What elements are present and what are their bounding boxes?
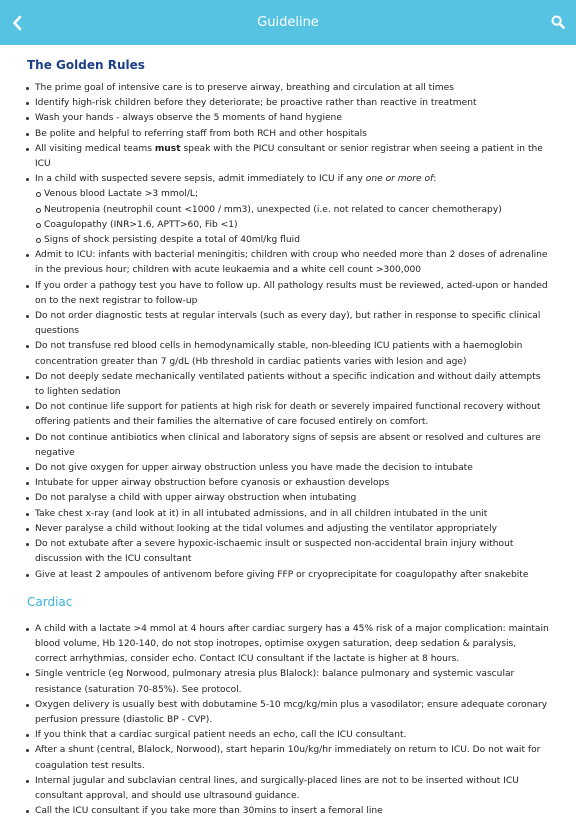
list-item-text: speak with the PICU consultant or senior registrar when seeing a patient in the ICU <box>35 143 543 170</box>
list-item: Internal jugular and subclavian central lines, and surgically-placed lines are not to be inserted without ICU consultant approval, and should use ultrasound guidance. <box>27 774 549 804</box>
search-icon[interactable] <box>548 12 568 32</box>
list-item: Do not paralyse a child with upper airway obstruction when intubating <box>27 491 549 506</box>
list-item <box>27 142 549 172</box>
list-item: Do not transfuse red blood cells in hemodynamically stable, non-bleeding ICU patients with a haemoglobin concentration greater than 7 g/dL (Hb threshold in cardiac patients varies with lesion and age) <box>27 339 549 369</box>
sub-list-item: Coagulopathy (INR>1.6, APTT>60, Fib <1) <box>35 218 549 233</box>
sub-list-item: Neutropenia (neutrophil count <1000 / mm3), unexpected (i.e. not related to cancer chemotherapy) <box>35 203 549 218</box>
list-item-text: All visiting medical teams <box>35 143 155 154</box>
list-item: If you order a pathogy test you have to follow up. All pathology results must be reviewed, acted-upon or handed on to the next registrar to follow-up <box>27 279 549 309</box>
page-title: Guideline <box>257 15 319 30</box>
list-item: Do not order diagnostic tests at regular intervals (such as every day), but rather in response to specific clinical questions <box>27 309 549 339</box>
cardiac-heading: Cardiac <box>27 594 73 609</box>
sepsis-criteria-list <box>35 187 549 248</box>
chevron-left-icon[interactable] <box>8 12 26 34</box>
list-item: The prime goal of intensive care is to preserve airway, breathing and circulation at all times <box>27 81 549 96</box>
list-item: Do not deeply sedate mechanically ventilated patients without a specific indication and without daily attempts to lighten sedation <box>27 370 549 400</box>
list-item: Wash your hands - always observe the 5 moments of hand hygiene <box>27 111 549 126</box>
sub-list-item: Venous blood Lactate >3 mmol/L; <box>35 187 549 202</box>
list-item: If you think that a cardiac surgical patient needs an echo, call the ICU consultant. <box>27 728 549 743</box>
list-item: A child with a lactate >4 mmol at 4 hours after cardiac surgery has a 45% risk of a major complication: maintain blood volume, Hb 120-140, do not stop inotropes, optimise oxygen saturation, deep sedation & paralysis, correct arrhythmias, consider echo. Contact ICU consultant if the lactate is higher at 8 hours. <box>27 622 549 668</box>
navigation-bar <box>0 0 576 45</box>
golden-rules-heading: The Golden Rules <box>27 58 145 72</box>
sub-list-item: Signs of shock persisting despite a total of 40ml/kg fluid <box>35 233 549 248</box>
golden-rules-list <box>27 81 549 583</box>
list-item: Take chest x-ray (and look at it) in all intubated admissions, and in all children intubated in the unit <box>27 507 549 522</box>
list-item: Identify high-risk children before they deteriorate; be proactive rather than reactive in treatment <box>27 96 549 111</box>
list-item-text: : <box>433 174 437 185</box>
list-item: Admit to ICU: infants with bacterial meningitis; children with croup who needed more than 2 doses of adrenaline in the previous hour; children with acute leukaemia and a white cell count >300,000 <box>27 248 549 278</box>
list-item: Be polite and helpful to referring staff from both RCH and other hospitals <box>27 127 549 142</box>
emphasis-must: must <box>154 143 181 154</box>
list-item: Do not continue antibiotics when clinical and laboratory signs of sepsis are absent or resolved and cultures are negative <box>27 431 549 461</box>
cardiac-list <box>27 622 549 819</box>
list-item: Never paralyse a child without looking at the tidal volumes and adjusting the ventilator appropriately <box>27 522 549 537</box>
list-item: Do not give oxygen for upper airway obstruction unless you have made the decision to intubate <box>27 461 549 476</box>
emphasis-one-or-more: one or more of <box>365 174 434 185</box>
list-item: Intubate for upper airway obstruction before cyanosis or exhaustion develops <box>27 476 549 491</box>
list-item: Give at least 2 ampoules of antivenom before giving FFP or cryoprecipitate for coagulopathy after snakebite <box>27 568 549 583</box>
list-item: Single ventricle (eg Norwood, pulmonary atresia plus Blalock): balance pulmonary and systemic vascular resistance (saturation 70-85%). See protocol. <box>27 667 549 697</box>
list-item: Call the ICU consultant if you take more than 30mins to insert a femoral line <box>27 804 549 819</box>
guideline-content[interactable] <box>0 45 576 817</box>
list-item: Do not continue life support for patients at high risk for death or severely impaired functional recovery without offering patients and their families the alternative of care focused entirely on comfort. <box>27 400 549 430</box>
list-item: After a shunt (central, Blalock, Norwood), start heparin 10u/kg/hr immediately on return to ICU. Do not wait for coagulation test results. <box>27 743 549 773</box>
list-item: Do not extubate after a severe hypoxic-ischaemic insult or suspected non-accidental brain injury without discussion with the ICU consultant <box>27 537 549 567</box>
list-item <box>27 172 549 248</box>
list-item-text: In a child with suspected severe sepsis, admit immediately to ICU if any <box>35 174 366 185</box>
list-item: Oxygen delivery is usually best with dobutamine 5-10 mcg/kg/min plus a vasodilator; ensure adequate coronary perfusion pressure (diastolic BP - CVP). <box>27 698 549 728</box>
